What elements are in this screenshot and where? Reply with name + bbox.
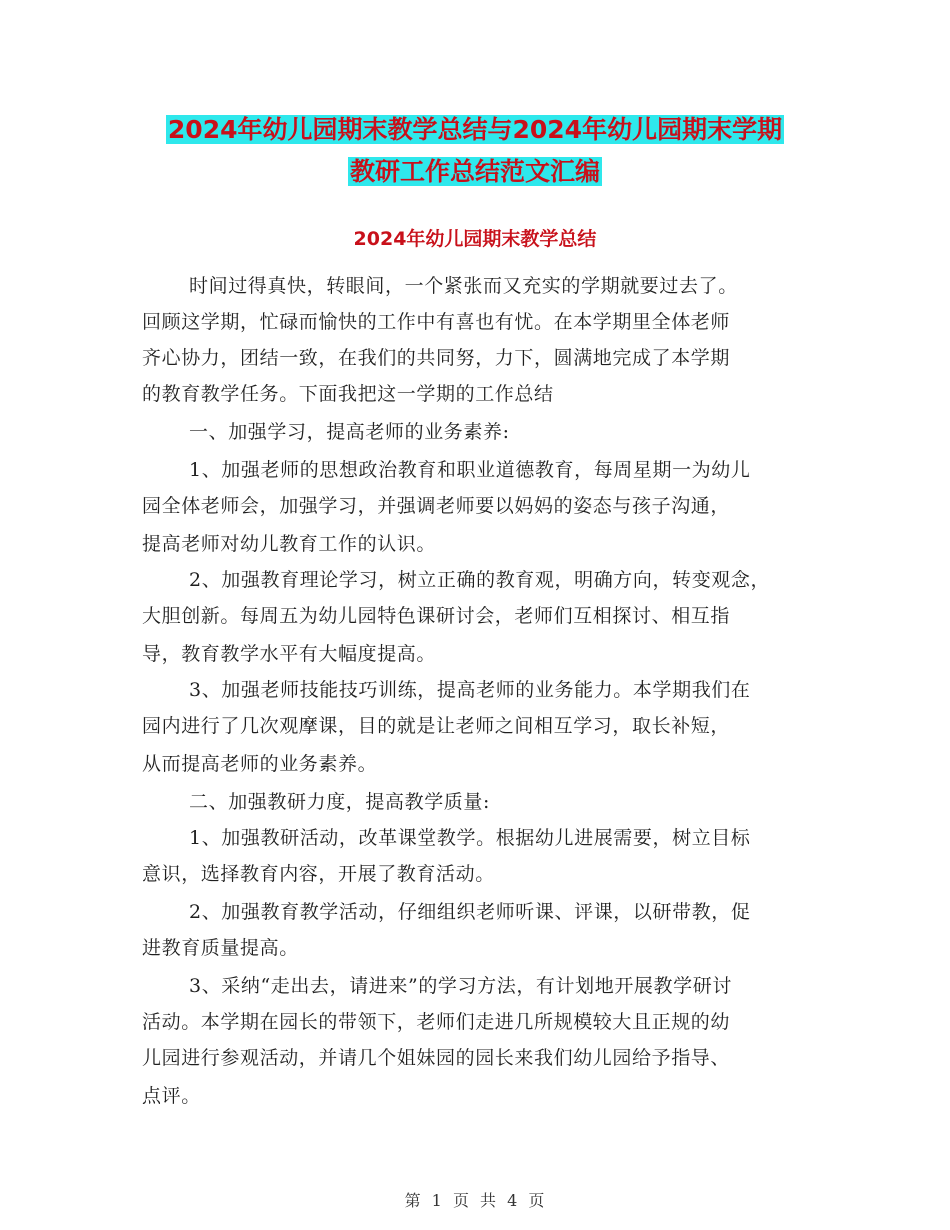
paragraph-line: 3、采纳“走出去，请进来”的学习方法，有计划地开展教学研讨 <box>189 975 732 997</box>
paragraph-line: 齐心协力，团结一致，在我们的共同努，力下，圆满地完成了本学期 <box>142 347 731 369</box>
paragraph-line: 大胆创新。每周五为幼儿园特色课研讨会，老师们互相探讨、相互指 <box>142 605 731 627</box>
paragraph-line: 提高老师对幼儿教育工作的认识。 <box>142 533 437 555</box>
document-title-line-2 <box>0 156 950 188</box>
paragraph-line: 时间过得真快，转眼间，一个紧张而又充实的学期就要过去了。 <box>189 275 738 297</box>
paragraph-line: 2、加强教育教学活动，仔细组织老师听课、评课，以研带教，促 <box>189 901 751 923</box>
section-heading: 二、加强教研力度，提高教学质量: <box>189 791 491 813</box>
document-title-line-1 <box>0 114 950 146</box>
paragraph-line: 意识，选择教育内容，开展了教育活动。 <box>142 863 495 885</box>
paragraph-line: 园内进行了几次观摩课，目的就是让老师之间相互学习，取长补短， <box>142 715 731 737</box>
page-number-footer: 第 1 页 共 4 页 <box>404 1191 546 1210</box>
paragraph-line: 2、加强教育理论学习，树立正确的教育观，明确方向，转变观念， <box>189 569 771 591</box>
paragraph-line: 回顾这学期，忙碌而愉快的工作中有喜也有忧。在本学期里全体老师 <box>142 311 731 333</box>
paragraph-line: 1、加强教研活动，改革课堂教学。根据幼儿进展需要，树立目标 <box>189 827 751 849</box>
paragraph-line: 3、加强老师技能技巧训练，提高老师的业务能力。本学期我们在 <box>189 679 751 701</box>
title-highlight-2: 教研工作总结范文汇编 <box>349 157 600 186</box>
paragraph-line: 导，教育教学水平有大幅度提高。 <box>142 643 437 665</box>
paragraph-line: 点评。 <box>142 1085 201 1107</box>
paragraph-line: 进教育质量提高。 <box>142 937 299 959</box>
section-title: 2024年幼儿园期末教学总结 <box>353 228 597 250</box>
paragraph-line: 儿园进行参观活动，并请几个姐妹园的园长来我们幼儿园给予指导、 <box>142 1047 731 1069</box>
paragraph-line: 的教育教学任务。下面我把这一学期的工作总结 <box>142 383 554 405</box>
paragraph-line: 1、加强老师的思想政治教育和职业道德教育，每周星期一为幼儿 <box>189 459 751 481</box>
title-highlight-1: 2024年幼儿园期末教学总结与2024年幼儿园期末学期 <box>167 115 783 144</box>
paragraph-line: 园全体老师会，加强学习，并强调老师要以妈妈的姿态与孩子沟通， <box>142 495 731 517</box>
paragraph-line: 活动。本学期在园长的带领下，老师们走进几所规模较大且正规的幼 <box>142 1011 731 1033</box>
paragraph-line: 从而提高老师的业务素养。 <box>142 753 378 775</box>
section-heading: 一、加强学习，提高老师的业务素养: <box>189 421 510 443</box>
